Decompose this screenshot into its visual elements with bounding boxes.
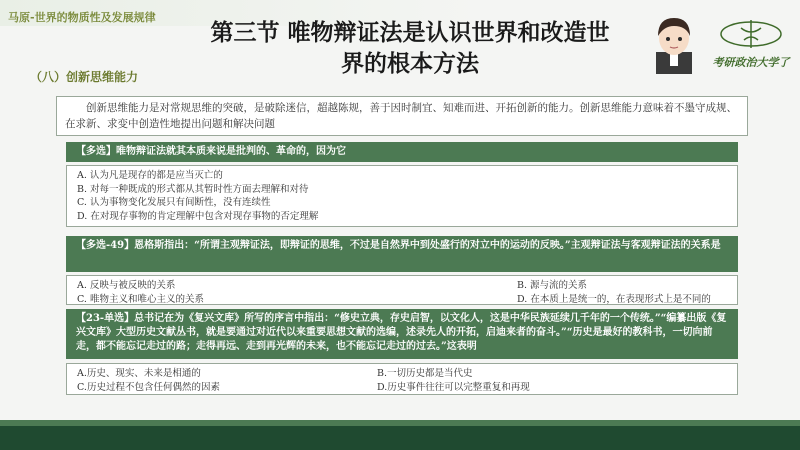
option-b: B. 对每一种既成的形式都从其暂时性方面去理解和对待: [77, 183, 309, 195]
question-1-stem: 【多选】唯物辩证法就其本质来说是批判的、革命的，因为它: [66, 142, 738, 162]
logo: [706, 14, 796, 72]
option-a: A. 认为凡是现存的都是应当灭亡的: [77, 170, 223, 181]
bottom-band: [0, 420, 800, 450]
option-a: A. 反映与被反映的关系: [77, 280, 176, 291]
option-c: C. 认为事物变化发展只有间断性，没有连续性: [77, 197, 271, 208]
question-2-options: [66, 275, 738, 305]
breadcrumb: 马原-世界的物质性及发展规律: [8, 11, 156, 24]
question-3-options: [66, 363, 738, 395]
option-d: D. 在对现存事物的肯定理解中包含对现存事物的否定理解: [77, 210, 319, 222]
option-b: B. 源与流的关系: [517, 280, 588, 291]
option-d: D.历史事件往往可以完整重复和再现: [377, 381, 530, 393]
logo-emblem-icon: [706, 14, 796, 54]
option-b: B.一切历史都是当代史: [377, 368, 473, 379]
option-c: C. 唯物主义和唯心主义的关系: [77, 293, 204, 305]
question-2-stem: 【多选-49】恩格斯指出：“所谓主观辩证法，即辩证的思维，不过是自然界中到处盛行的对立中的运动的反映。”主观辩证法与客观辩证法的关系是: [66, 236, 738, 272]
section-heading: （八）创新思维能力: [30, 70, 139, 84]
logo-text: 考研政治大学了: [712, 56, 790, 69]
intro-text: 创新思维能力是对常规思维的突破，是破除迷信，超越陈规，善于因时制宜、知难而进、开拓创新的能力。创新思维能力意味着不墨守成规、在求新、求变中创造性地提出问题和解决问题: [65, 102, 737, 130]
option-a: A.历史、现实、未来是相通的: [77, 368, 201, 379]
option-d: D. 在本质上是统一的，在表现形式上是不同的: [517, 293, 711, 305]
intro-box: [56, 96, 748, 136]
avatar: [646, 12, 702, 74]
page-title: 第三节 唯物辩证法是认识世界和改造世界的根本方法: [210, 20, 610, 77]
option-c: C.历史过程不包含任何偶然的因素: [77, 381, 220, 393]
question-3-stem: 【23-单选】总书记在为《复兴文库》所写的序言中指出：“修史立典，存史启智，以文化人，这是中华民族延续几千年的一个传统。”“编纂出版《复兴文库》大型历史文献丛书，就是要通过对近代以来重要思想文献的选编，述录先人的开拓，启迪来者的奋斗。”“历史是最好的教科书，一切向前走，都不能忘记走过的路；走得再远、走到再光辉的未来，也不能忘记走过的过去。”这表明: [66, 309, 738, 359]
question-1-options: [66, 165, 738, 227]
